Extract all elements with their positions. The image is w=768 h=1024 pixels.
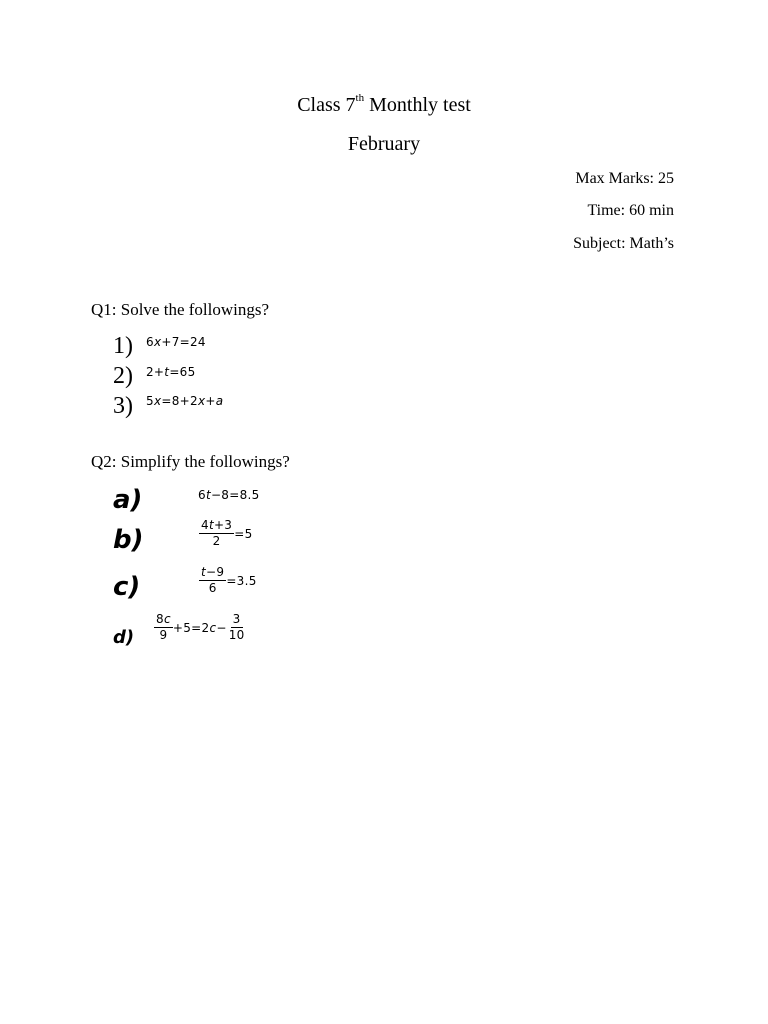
q1-item-number: 3) bbox=[113, 393, 133, 419]
q1-equation-2: 2+t=65 bbox=[146, 365, 196, 379]
title-text-end: Monthly test bbox=[364, 94, 471, 116]
q1-item-number: 1) bbox=[113, 333, 133, 359]
q2-equation-d: $\frac{8c}{9}$ +5=2 c − $\frac{3}{10}$ bbox=[156, 612, 245, 642]
max-marks: Max Marks: 25 bbox=[575, 170, 674, 187]
q1-equation-1: 6x+7=24 bbox=[146, 335, 206, 349]
page-title bbox=[0, 94, 768, 117]
fraction: $\frac{t-9}{6}$ bbox=[201, 565, 225, 595]
month-label: February bbox=[347, 133, 421, 155]
title-superscript: th bbox=[355, 92, 365, 104]
q2-equation-b: $\frac{4t+3}{2}$ =5 bbox=[201, 518, 253, 548]
q2-equation-a: 6t−8=8.5 bbox=[198, 488, 260, 502]
q2-label-c: c) bbox=[113, 572, 141, 602]
q2-label-b: b) bbox=[113, 525, 144, 555]
q2-label-d: d) bbox=[113, 627, 135, 648]
q1-heading: Q1: Solve the followings? bbox=[91, 300, 270, 319]
q2-equation-c: $\frac{t-9}{6}$ =3.5 bbox=[201, 565, 257, 595]
fraction: $\frac{8c}{9}$ bbox=[156, 612, 171, 642]
q1-item-number: 2) bbox=[113, 363, 133, 389]
title-text: Class 7 bbox=[297, 94, 356, 116]
fraction: $\frac{4t+3}{2}$ bbox=[201, 518, 233, 548]
time-limit: Time: 60 min bbox=[587, 202, 674, 219]
q2-heading: Q2: Simplify the followings? bbox=[91, 452, 290, 471]
subject: Subject: Math’s bbox=[573, 235, 674, 252]
q2-label-a: a) bbox=[113, 485, 143, 515]
q1-equation-3: 5x=8+2x+a bbox=[146, 394, 224, 408]
fraction: $\frac{3}{10}$ bbox=[228, 612, 245, 642]
